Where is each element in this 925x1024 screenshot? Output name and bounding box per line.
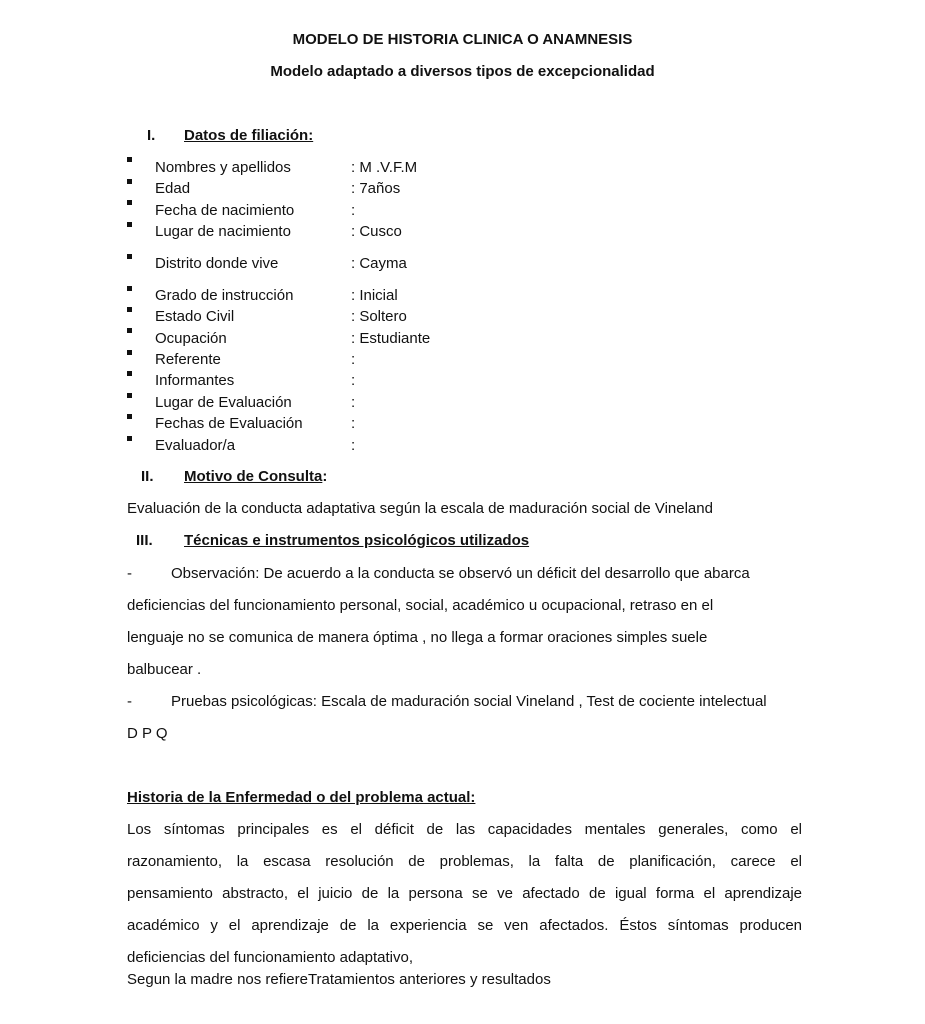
motivo-consulta-text: Evaluación de la conducta adaptativa según la escala de maduración social de Vineland xyxy=(127,500,713,517)
field-label-lugar-evaluacion: Lugar de Evaluación xyxy=(155,394,292,411)
field-label-distrito: Distrito donde vive xyxy=(155,255,279,272)
field-label-nombres: Nombres y apellidos xyxy=(155,159,291,176)
historia-line-4: académico y el aprendizaje de la experiencia se ven afectados. Éstos síntomas producen xyxy=(127,917,802,934)
section-2-colon: : xyxy=(322,468,328,485)
section-3-title: Técnicas e instrumentos psicológicos utilizados xyxy=(184,532,530,549)
field-label-estado-civil: Estado Civil xyxy=(155,308,235,325)
field-value-lugar-evaluacion: : xyxy=(351,394,356,411)
bullet-icon xyxy=(127,286,132,291)
field-value-referente: : xyxy=(351,351,356,368)
bullet-icon xyxy=(127,222,132,227)
field-label-lugar-nacimiento: Lugar de nacimiento xyxy=(155,223,291,240)
field-value-informantes: : xyxy=(351,372,356,389)
bullet-icon xyxy=(127,254,132,259)
bullet-icon xyxy=(127,436,132,441)
field-label-fechas-evaluacion: Fechas de Evaluación xyxy=(155,415,303,432)
document-subtitle: Modelo adaptado a diversos tipos de excepcionalidad xyxy=(270,63,655,80)
bullet-icon xyxy=(127,200,132,205)
field-value-nombres: : M .V.F.M xyxy=(351,159,418,176)
field-label-fecha-nacimiento: Fecha de nacimiento xyxy=(155,202,295,219)
section-2-number: II. xyxy=(141,468,154,485)
historia-line-3: pensamiento abstracto, el juicio de la persona se ve afectado de igual forma el aprendizaje xyxy=(127,885,802,902)
section-3-number: III. xyxy=(136,532,153,549)
historia-line-6: Segun la madre nos refiereTratamientos anteriores y resultados xyxy=(127,971,551,988)
bullet-icon xyxy=(127,350,132,355)
field-value-ocupacion: : Estudiante xyxy=(351,330,431,347)
field-label-edad: Edad xyxy=(155,180,191,197)
section-2-title: Motivo de Consulta xyxy=(184,468,323,485)
field-label-grado-instruccion: Grado de instrucción xyxy=(155,287,294,304)
field-label-evaluador: Evaluador/a xyxy=(155,437,236,454)
field-value-distrito: : Cayma xyxy=(351,255,407,272)
field-value-fecha-nacimiento: : xyxy=(351,202,356,219)
field-value-fechas-evaluacion: : xyxy=(351,415,356,432)
historia-line-2: razonamiento, la escasa resolución de problemas, la falta de planificación, carece el xyxy=(127,853,802,870)
bullet-icon xyxy=(127,157,132,162)
section-1-number: I. xyxy=(147,127,156,144)
field-label-referente: Referente xyxy=(155,351,221,368)
section-4-title: Historia de la Enfermedad o del problema actual: xyxy=(127,789,476,806)
bullet-icon xyxy=(127,414,132,419)
observacion-line-3: lenguaje no se comunica de manera óptima , no llega a formar oraciones simples suele xyxy=(127,629,708,646)
field-value-edad: : 7años xyxy=(351,180,401,197)
field-value-evaluador: : xyxy=(351,437,356,454)
list-dash: - xyxy=(127,565,132,582)
field-value-estado-civil: : Soltero xyxy=(351,308,407,325)
bullet-icon xyxy=(127,307,132,312)
historia-line-1: Los síntomas principales es el déficit de las capacidades mentales generales, como el xyxy=(127,821,802,838)
observacion-line-4: balbucear . xyxy=(127,661,202,678)
section-1-title: Datos de filiación: xyxy=(184,127,314,144)
bullet-icon xyxy=(127,328,132,333)
pruebas-line-2: D P Q xyxy=(127,725,168,742)
field-label-ocupacion: Ocupación xyxy=(155,330,227,347)
field-value-grado-instruccion: : Inicial xyxy=(351,287,398,304)
pruebas-line-1: Pruebas psicológicas: Escala de maduración social Vineland , Test de cociente intelectual xyxy=(171,693,767,710)
document-title: MODELO DE HISTORIA CLINICA O ANAMNESIS xyxy=(292,31,633,48)
bullet-icon xyxy=(127,371,132,376)
field-label-informantes: Informantes xyxy=(155,372,235,389)
observacion-line-1: Observación: De acuerdo a la conducta se observó un déficit del desarrollo que abarca xyxy=(171,565,750,582)
historia-line-5: deficiencias del funcionamiento adaptativo, xyxy=(127,949,414,966)
section-2-heading xyxy=(184,468,327,485)
observacion-line-2: deficiencias del funcionamiento personal, social, académico u ocupacional, retraso en el xyxy=(127,597,714,614)
bullet-icon xyxy=(127,179,132,184)
field-value-lugar-nacimiento: : Cusco xyxy=(351,223,402,240)
list-dash: - xyxy=(127,693,132,710)
bullet-icon xyxy=(127,393,132,398)
